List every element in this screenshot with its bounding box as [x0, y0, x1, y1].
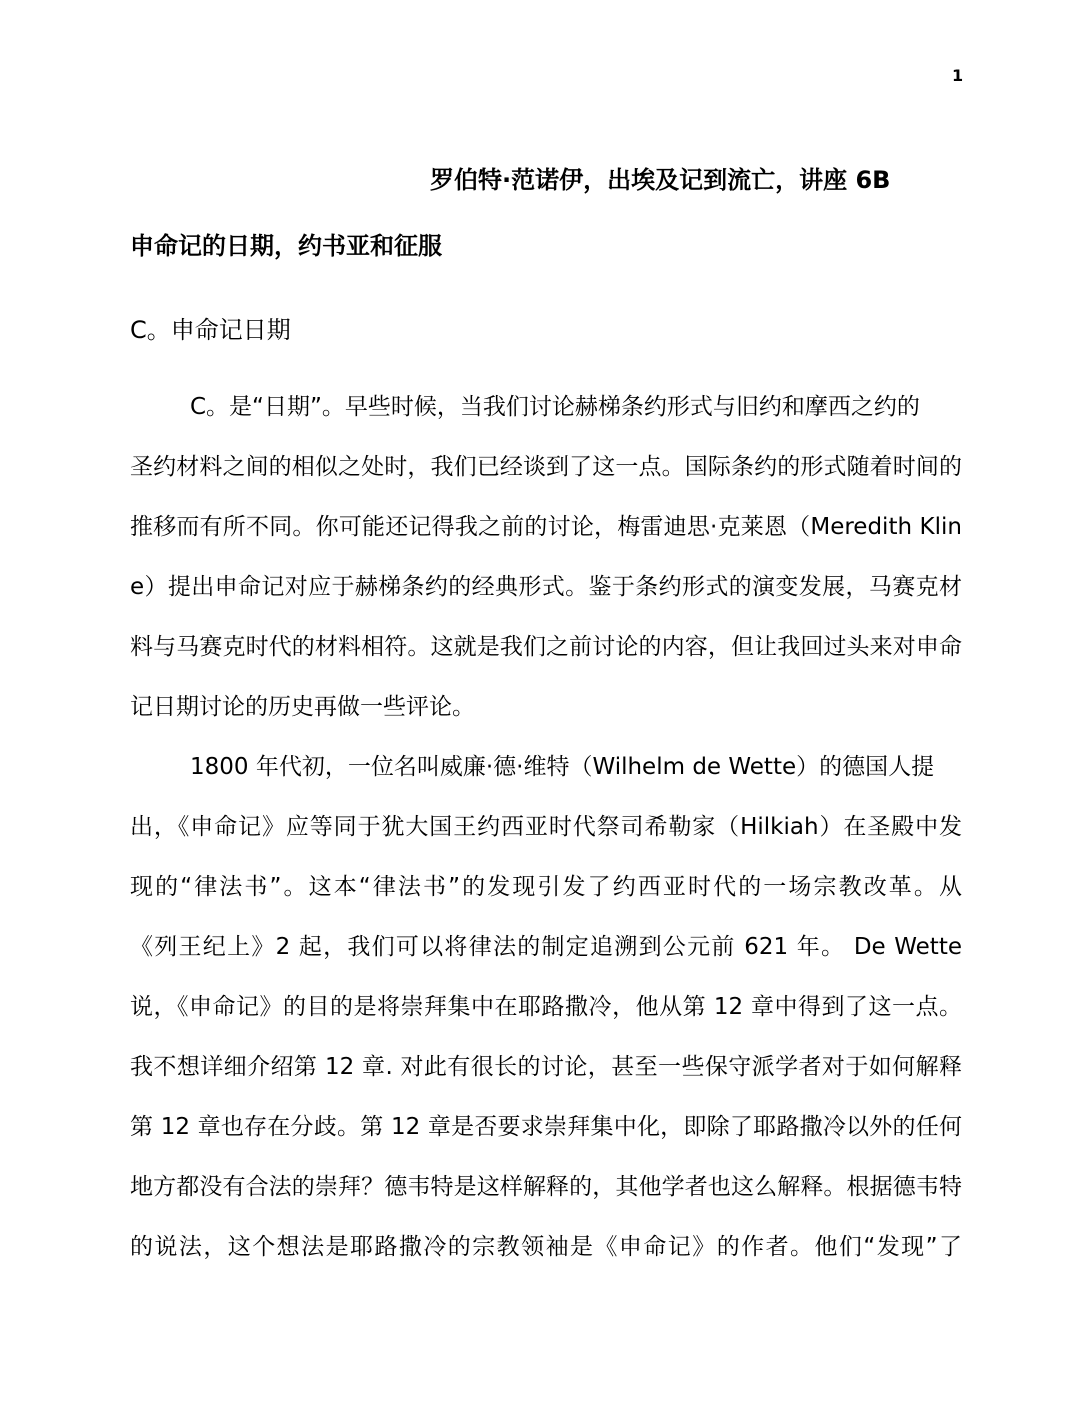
text-line: 圣约材料之间的相似之处时，我们已经谈到了这一点。国际条约的形式随着时间的	[130, 454, 962, 480]
text-line: 料与马赛克时代的材料相符。这就是我们之前讨论的内容，但让我回过头来对申命	[130, 634, 962, 660]
text-line: 记日期讨论的历史再做一些评论。	[130, 694, 475, 720]
text-line: C。是“日期”。早些时候，当我们讨论赫梯条约形式与旧约和摩西之约的	[190, 394, 920, 420]
page-number: 1	[952, 66, 964, 85]
text-line: 说，《申命记》的目的是将崇拜集中在耶路撒冷，他从第 12 章中得到了这一点。	[130, 994, 962, 1020]
text-line: 地方都没有合法的崇拜？德韦特是这样解释的，其他学者也这么解释。根据德韦特	[130, 1174, 962, 1200]
text-line: 第 12 章也存在分歧。第 12 章是否要求崇拜集中化，即除了耶路撒冷以外的任何	[130, 1114, 962, 1140]
text-line: 的说法，这个想法是耶路撒冷的宗教领袖是《申命记》的作者。他们“发现”了	[130, 1234, 962, 1260]
document-title: 罗伯特·范诺伊，出埃及记到流亡，讲座 6B	[430, 166, 891, 194]
text-line: 《列王纪上》2 起，我们可以将律法的制定追溯到公元前 621 年。 De Wette	[130, 934, 962, 960]
text-line: 1800 年代初，一位名叫威廉·德·维特（Wilhelm de Wette）的德国人提	[190, 754, 935, 780]
document-subtitle: 申命记的日期，约书亚和征服	[130, 232, 442, 260]
section-heading: C。申命记日期	[130, 316, 291, 344]
text-line: 推移而有所不同。你可能还记得我之前的讨论，梅雷迪思·克莱恩（Meredith Klin	[130, 514, 962, 540]
text-line: 现的“律法书”。这本“律法书”的发现引发了约西亚时代的一场宗教改革。从	[130, 874, 962, 900]
text-line: 我不想详细介绍第 12 章. 对此有很长的讨论，甚至一些保守派学者对于如何解释	[130, 1054, 962, 1080]
text-line: e）提出申命记对应于赫梯条约的经典形式。鉴于条约形式的演变发展，马赛克材	[130, 574, 962, 600]
text-line: 出，《申命记》应等同于犹大国王约西亚时代祭司希勒家（Hilkiah）在圣殿中发	[130, 814, 962, 840]
